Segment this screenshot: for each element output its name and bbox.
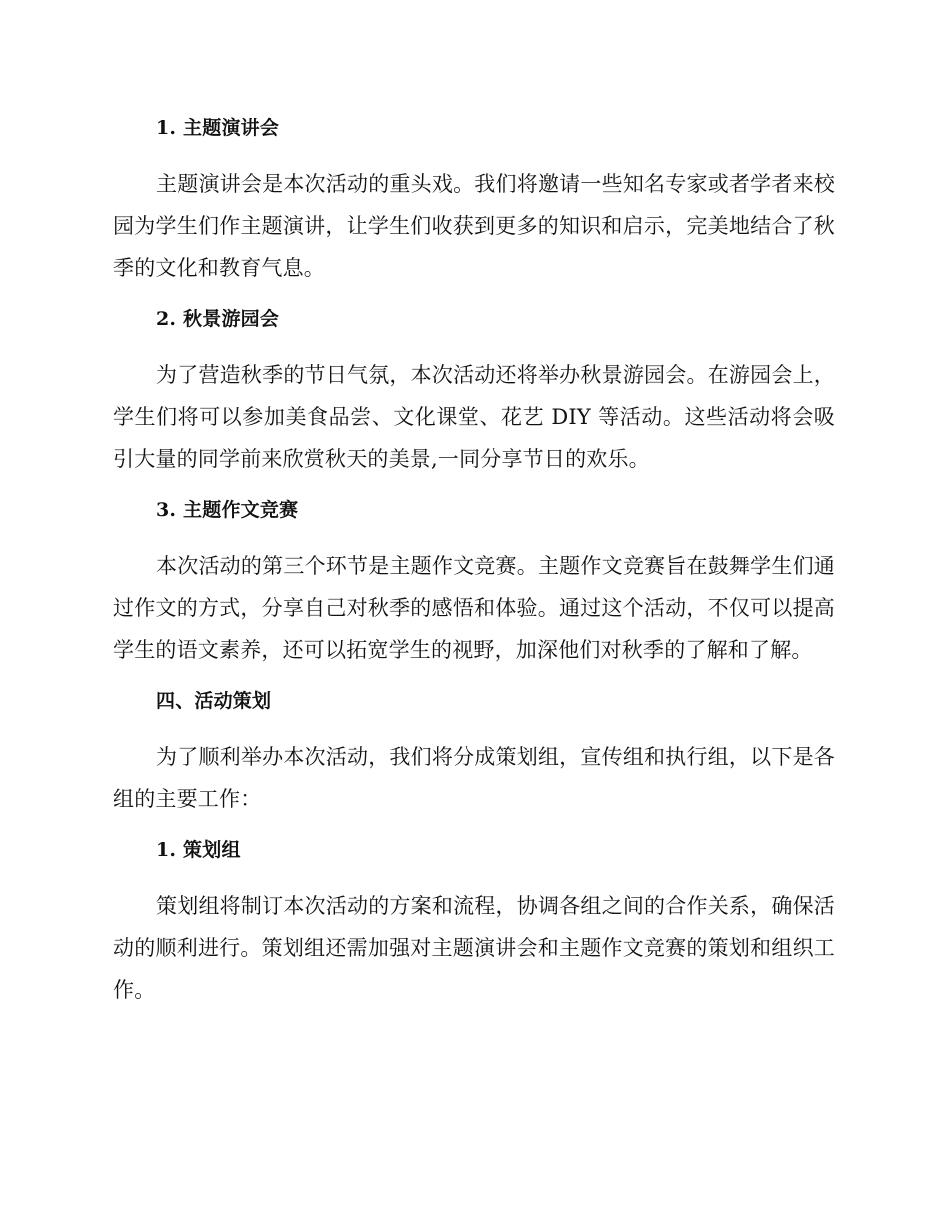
- section-paragraph-garden-party: 为了营造秋季的节日气氛，本次活动还将举办秋景游园会。在游园会上，学生们将可以参加美食品尝、文化课堂、花艺 DIY 等活动。这些活动将会吸引大量的同学前来欣赏秋天的美景,一同分享节日的欢乐。: [113, 363, 835, 471]
- section-heading-essay-contest: 3. 主题作文竞赛: [156, 499, 299, 521]
- section-heading-speech: 1. 主题演讲会: [156, 117, 280, 139]
- section-heading-garden-party: 2. 秋景游园会: [156, 308, 280, 330]
- section-heading-planning-group: 1. 策划组: [156, 839, 241, 861]
- section-paragraph-planning-group: 策划组将制订本次活动的方案和流程，协调各组之间的合作关系，确保活动的顺利进行。策划组还需加强对主题演讲会和主题作文竞赛的策划和组织工作。: [113, 894, 835, 1002]
- section-paragraph-activity-planning: 为了顺利举办本次活动，我们将分成策划组，宣传组和执行组，以下是各组的主要工作：: [113, 745, 835, 811]
- document-body: [113, 108, 835, 1011]
- section-heading-activity-planning: 四、活动策划: [156, 690, 272, 712]
- section-paragraph-essay-contest: 本次活动的第三个环节是主题作文竞赛。主题作文竞赛旨在鼓舞学生们通过作文的方式，分享自己对秋季的感悟和体验。通过这个活动，不仅可以提高学生的语文素养，还可以拓宽学生的视野，加深他们对秋季的了解和了解。: [113, 554, 835, 662]
- section-paragraph-speech: 主题演讲会是本次活动的重头戏。我们将邀请一些知名专家或者学者来校园为学生们作主题演讲，让学生们收获到更多的知识和启示，完美地结合了秋季的文化和教育气息。: [113, 172, 835, 280]
